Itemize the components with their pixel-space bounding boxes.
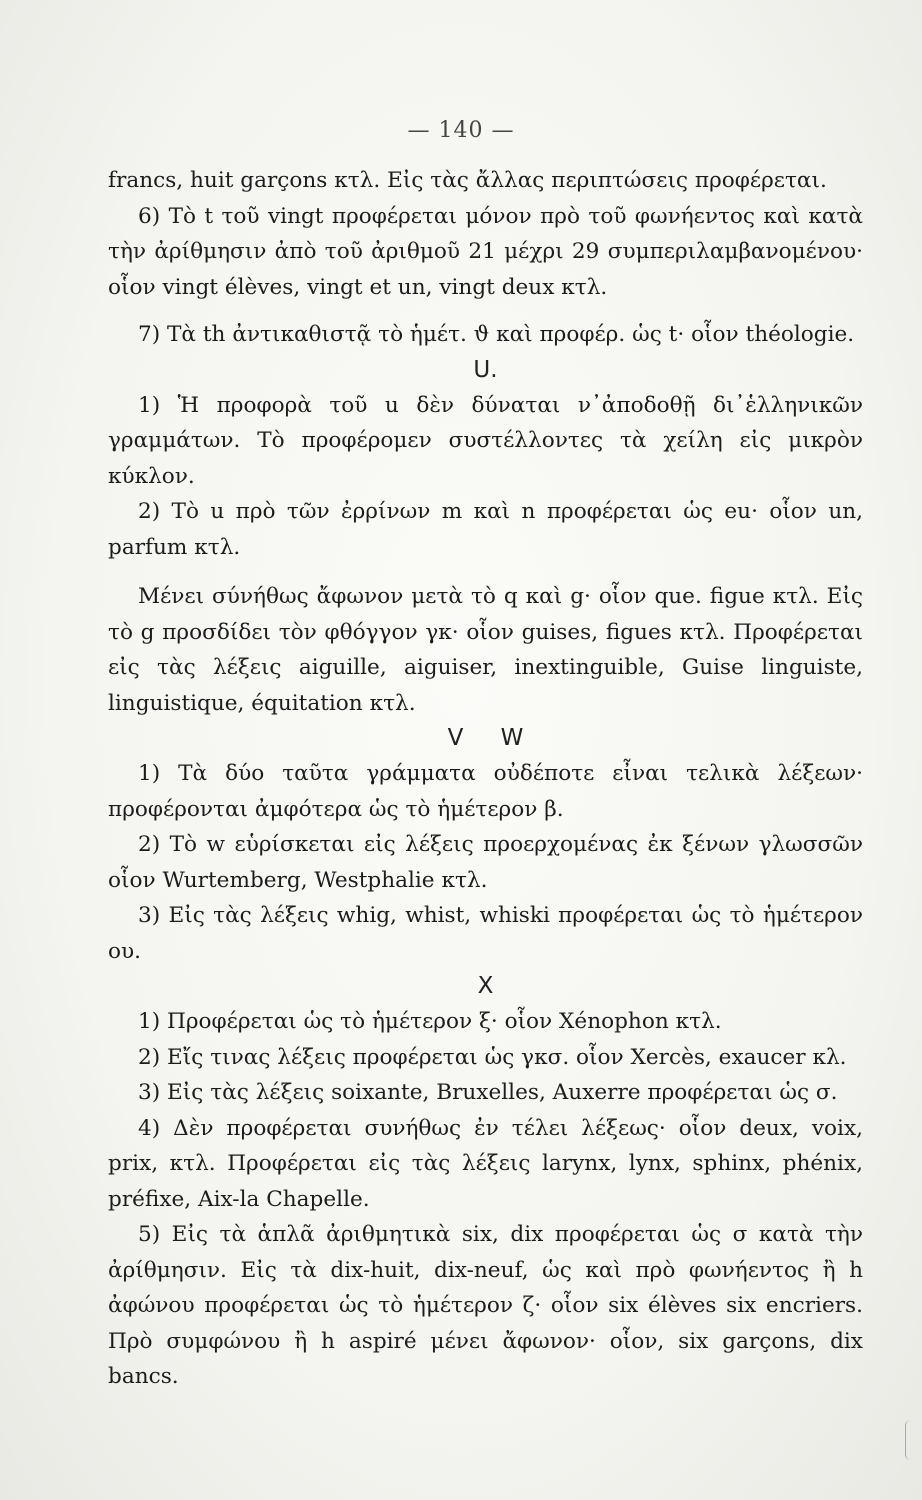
page-body (108, 163, 863, 1395)
page-edge-mark (905, 1420, 916, 1460)
paragraph-x-1: 1) Προφέρεται ὡς τὸ ἡμέτερον ξ· οἷον Xénophon κτλ. (138, 1009, 722, 1034)
section-heading-vw: V W (447, 725, 524, 751)
paragraph-rule-7: 7) Τὰ th ἀντικαθιστᾷ τὸ ἡμέτ. ϑ καὶ προφέρ. ὡς t· οἷον théologie. (138, 322, 855, 347)
paragraph-x-5: 5) Εἰς τὰ ἁπλᾶ ἀριθμητικὰ six, dix προφέρεται ὡς σ κατὰ τὴν ἀρίθμησιν. Εἰς τὰ dix-huit, dix-neuf, ὡς καὶ πρὸ φωνήεντος ἢ h ἀφώνου προφέρεται ὡς τὸ ἡμέτερον ζ· οἷον six élèves six encriers. Πρὸ συμφώνου ἢ h aspiré μένει ἄφωνον· οἷον, six garçons, dix bancs. (108, 1222, 863, 1389)
section-heading-x: X (477, 973, 494, 999)
paragraph-vw-1: 1) Τὰ δύο ταῦτα γράμματα οὐδέποτε εἶναι τελικὰ λέξεων· προφέρονται ἀμφότερα ὡς τὸ ἡμέτερον β. (108, 761, 863, 822)
paragraph-u-3: Μένει σύνήθως ἄφωνον μετὰ τὸ q καὶ g· οἷον que. figue κτλ. Εἰς τὸ g προσδίδει τὸν φθόγγον γκ· οἷον guises, figues κτλ. Προφέρεται εἰς τὰς λέξεις aiguille, aiguiser, inextinguible, Guise linguiste, linguistique, équitation κτλ. (108, 584, 863, 716)
paragraph-continuation: francs, huit garçons κτλ. Εἰς τὰς ἄλλας περιπτώσεις προφέρεται. (108, 168, 827, 193)
paragraph-u-2: 2) Τὸ u πρὸ τῶν ἐρρίνων m καὶ n προφέρεται ὡς eu· οἷον un, parfum κτλ. (108, 499, 863, 560)
paragraph-rule-6: 6) Τὸ t τοῦ vingt προφέρεται μόνον πρὸ τοῦ φωνήεντος καὶ κατὰ τὴν ἀρίθμησιν ἀπὸ τοῦ ἀριθμοῦ 21 μέχρι 29 συμπεριλαμβανομένου· οἷον vingt élèves, vingt et un, vingt deux κτλ. (108, 203, 863, 300)
paragraph-vw-3: 3) Εἰς τὰς λέξεις whig, whist, whiski προφέρεται ὡς τὸ ἡμέτερον ου. (108, 903, 863, 964)
paragraph-x-2: 2) Εἴς τινας λέξεις προφέρεται ὡς γκσ. οἷον Xercès, exaucer κλ. (138, 1044, 847, 1070)
section-heading-u: U. (473, 356, 498, 383)
paragraph-vw-2: 2) Τὸ w εὑρίσκεται εἰς λέξεις προερχομένας ἐκ ξένων γλωσσῶν οἷον Wurtemberg, Westphalie κτλ. (108, 832, 863, 893)
paragraph-x-4: 4) Δὲν προφέρεται συνήθως ἐν τέλει λέξεως· οἷον deux, voix, prix, κτλ. Προφέρεται εἰς τὰς λέξεις larynx, lynx, sphinx, phénix, préfixe, Aix-la Chapelle. (108, 1115, 863, 1212)
paragraph-x-3: 3) Εἰς τὰς λέξεις soixante, Bruxelles, Auxerre προφέρεται ὡς σ. (138, 1080, 838, 1105)
paragraph-u-1: 1) Ἡ προφορὰ τοῦ u δὲν δύναται ν᾽ἀποδοθῇ δι᾽ἑλληνικῶν γραμμάτων. Τὸ προφέρομεν συστέλλοντες τὰ χείλη εἰς μικρὸν κύκλον. (108, 392, 863, 489)
page-number: — 140 — (407, 118, 515, 143)
